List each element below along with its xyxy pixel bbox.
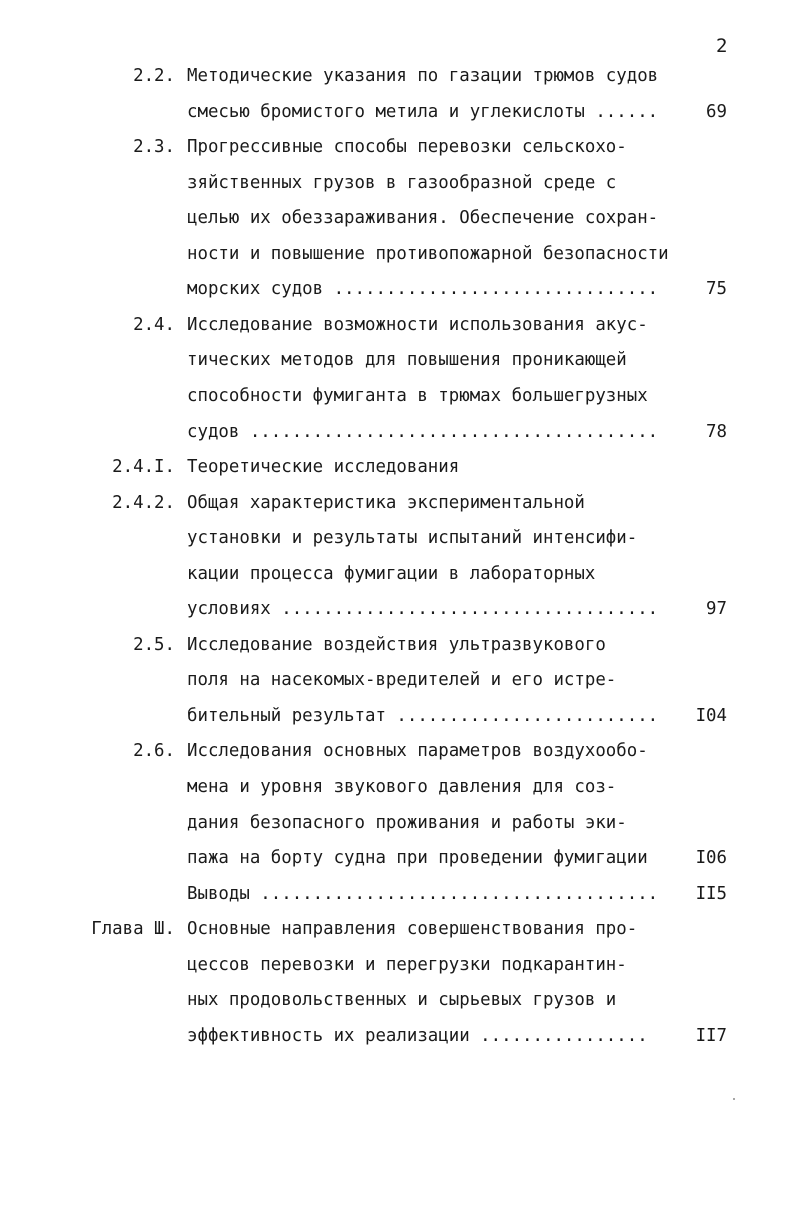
toc-entry-text: целью их обеззараживания. Обеспечение сохран- [187,208,659,229]
toc-page-number: 69 [706,101,727,122]
toc-entry-text: условиях .................................... [187,599,659,620]
toc-entry-text: эффективность их реализации ................ [187,1025,648,1046]
toc-line [0,595,799,623]
toc-entry-text: Исследование возможности использования акус- [187,314,648,335]
toc-line [0,275,799,303]
toc-line [0,453,799,481]
toc-line [0,773,799,801]
toc-line [0,1022,799,1050]
toc-entry-text: ности и повышение противопожарной безопасности [187,243,669,264]
toc-entry-text: тических методов для повышения проникающей [187,350,627,371]
toc-section-number: 2.5. [133,634,175,655]
toc-section-number: 2.6. [133,741,175,762]
toc-entry-text: Теоретические исследования [187,457,460,478]
toc-line [0,880,799,908]
toc-page-number: 78 [706,421,727,442]
toc-line [0,418,799,446]
page-number: 2 [716,35,728,57]
toc-section-number: 2.4.I. [112,457,175,478]
toc-line [0,809,799,837]
toc-page-number: II7 [695,1025,727,1046]
toc-line [0,524,799,552]
toc-entry-text: Исследование воздействия ультразвукового [187,634,606,655]
toc-entry-text: судов ....................................... [187,421,659,442]
toc-entry-text: Исследования основных параметров воздухообо- [187,741,648,762]
toc-line [0,346,799,374]
toc-entry-text: ных продовольственных и сырьевых грузов и [187,990,617,1011]
toc-entry-text: кации процесса фумигации в лабораторных [187,563,596,584]
toc-line [0,204,799,232]
toc-page-number: II5 [695,883,727,904]
toc-entry-text: мена и уровня звукового давления для соз- [187,777,617,797]
toc-page-number: 75 [706,279,727,300]
toc-line [0,311,799,339]
toc-section-number: 2.2. [133,66,175,86]
toc-line [0,702,799,730]
toc-page-number: I06 [695,848,727,869]
toc-entry-text: дания безопасного проживания и работы эки- [187,812,627,833]
toc-line [0,986,799,1014]
toc-entry-text: Прогрессивные способы перевозки сельскохо- [187,137,627,158]
toc-line [0,240,799,268]
toc-entry-text: Выводы ...................................... [187,883,659,904]
toc-page-number: I04 [695,705,727,726]
toc-entry-text: морских судов ............................... [187,279,659,300]
toc-entry-text: зяйственных грузов в газообразной среде с [187,172,617,193]
toc-line [0,844,799,872]
toc-entry-text: поля на насекомых-вредителей и его истре- [187,670,617,691]
toc-line [0,666,799,694]
toc-line [0,489,799,517]
stray-dot-mark [733,1098,735,1100]
toc-entry-text: Основные направления совершенствования про- [187,919,638,940]
toc-line [0,62,799,90]
toc-entry-text: цессов перевозки и перегрузки подкарантин- [187,954,627,975]
toc-line [0,98,799,126]
toc-entry-text: смесью бромистого метила и углекислоты ...... [187,101,659,122]
toc-section-number: 2.4. [133,314,175,335]
toc-section-number: 2.4.2. [112,492,175,513]
toc-line [0,915,799,943]
toc-entry-text: пажа на борту судна при проведении фумигации [187,848,648,869]
toc-line [0,560,799,588]
toc-entry-text: бительный результат ......................... [187,705,659,726]
toc-section-number: 2.3. [133,137,175,158]
toc-entry-text: способности фумиганта в трюмах большегрузных [187,385,648,406]
toc-line [0,951,799,979]
toc-line [0,169,799,197]
toc-section-number: Глава Ш. [91,919,175,940]
toc-entry-text: Методические указания по газации трюмов судов [187,66,659,86]
toc-line [0,631,799,659]
toc-line [0,133,799,161]
toc-page-number: 97 [706,599,727,620]
toc-entry-text: установки и результаты испытаний интенсифи- [187,528,638,549]
toc-entry-text: Общая характеристика экспериментальной [187,492,585,513]
toc-line [0,382,799,410]
toc-line [0,737,799,765]
